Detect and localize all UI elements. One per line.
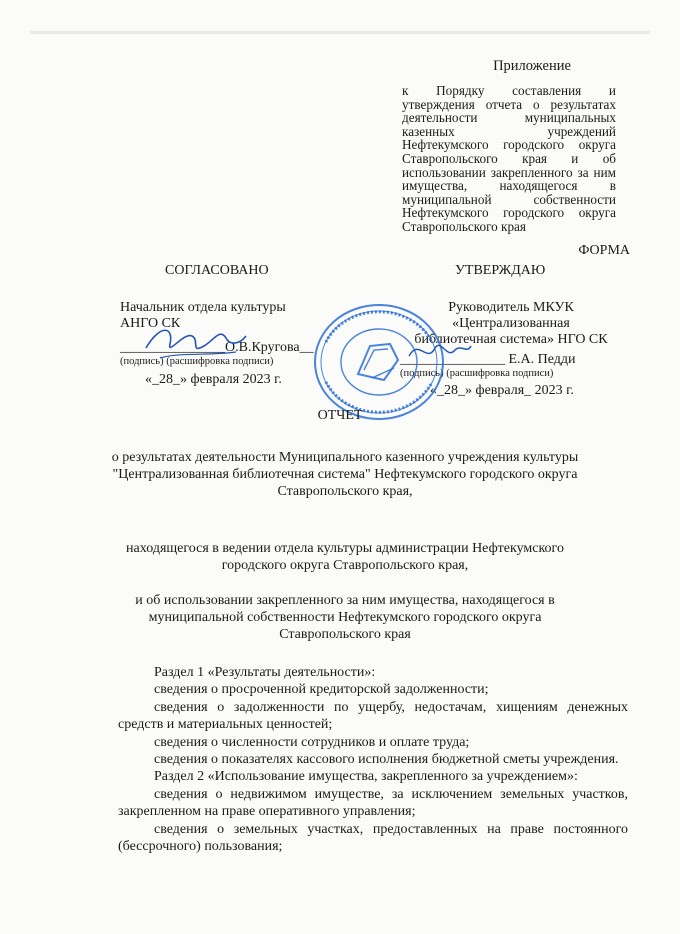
approved-handwritten-signature — [405, 334, 475, 368]
section-line: сведения о просроченной кредиторской задолженности; — [154, 682, 489, 698]
scan-edge-mark — [30, 30, 650, 36]
report-jurisdiction: находящегося в ведении отдела культуры администрации Нефтекумского городского округа Ставропольского края, — [126, 541, 564, 573]
agreed-date: «_28_» февраля 2023 г. — [145, 372, 282, 387]
agreed-signature-caption: (подпись) (расшифровка подписи) — [120, 356, 274, 367]
report-title: ОТЧЕТ — [317, 408, 363, 423]
section-line: сведения о численности сотрудников и оплате труда; — [154, 734, 470, 750]
agreed-position-line1: Начальник отдела культуры — [120, 300, 286, 315]
approved-signature-line: _______________ Е.А. Педди — [400, 352, 576, 367]
section-line: Раздел 2 «Использование имущества, закрепленного за учреждением»: — [154, 769, 578, 785]
approved-title: УТВЕРЖДАЮ — [455, 263, 546, 278]
approved-signature-caption: (подпись) (расшифровка подписи) — [400, 368, 554, 379]
section-line: сведения о недвижимом имуществе, за исключением земельных участков, закрепленном на праве оперативного управления; — [118, 786, 628, 820]
approved-date: «_28_» февраля_ 2023 г. — [430, 383, 574, 398]
section-line: сведения о задолженности по ущербу, недостачам, хищениям денежных средств и материальных ценностей; — [118, 699, 628, 733]
report-property: и об использовании закрепленного за ним имущества, находящегося в муниципальной собственности Нефтекумского городского округа Ставропольского края — [135, 593, 555, 642]
appendix-title: Приложение — [493, 58, 571, 74]
agreed-signature-line: _______________О.В.Кругова__ — [120, 340, 314, 355]
approved-position-line2: «Централизованная — [452, 316, 570, 331]
section-line: сведения о земельных участках, предоставленных на праве постоянного (бессрочного) пользования; — [118, 821, 628, 855]
report-subject: о результатах деятельности Муниципального казенного учреждения культуры "Централизованная библиотечная система" Нефтекумского городского округа Ставропольского края, — [111, 450, 579, 499]
form-label: ФОРМА — [578, 243, 630, 258]
section-line: Раздел 1 «Результаты деятельности»: — [154, 665, 376, 680]
agreed-handwritten-signature — [140, 318, 250, 368]
approved-position-line3: библиотечная система» НГО СК — [414, 332, 608, 347]
agreed-title: СОГЛАСОВАНО — [165, 263, 269, 278]
section-line: сведения о показателях кассового исполнения бюджетной сметы учреждения. — [154, 752, 619, 768]
approved-position-line1: Руководитель МКУК — [448, 300, 574, 315]
agreed-position-line2: АНГО СК — [120, 316, 181, 331]
sections-list — [118, 664, 628, 855]
appendix-body: к Порядку составления и утверждения отчета о результатах деятельности муниципальных казенных учреждений Нефтекумского городского округа Ставропольского края и об использовании закрепленного за ним имущества, находящегося в муниципальной собственности Нефтекумского городского округа Ставропольского края — [402, 83, 616, 234]
